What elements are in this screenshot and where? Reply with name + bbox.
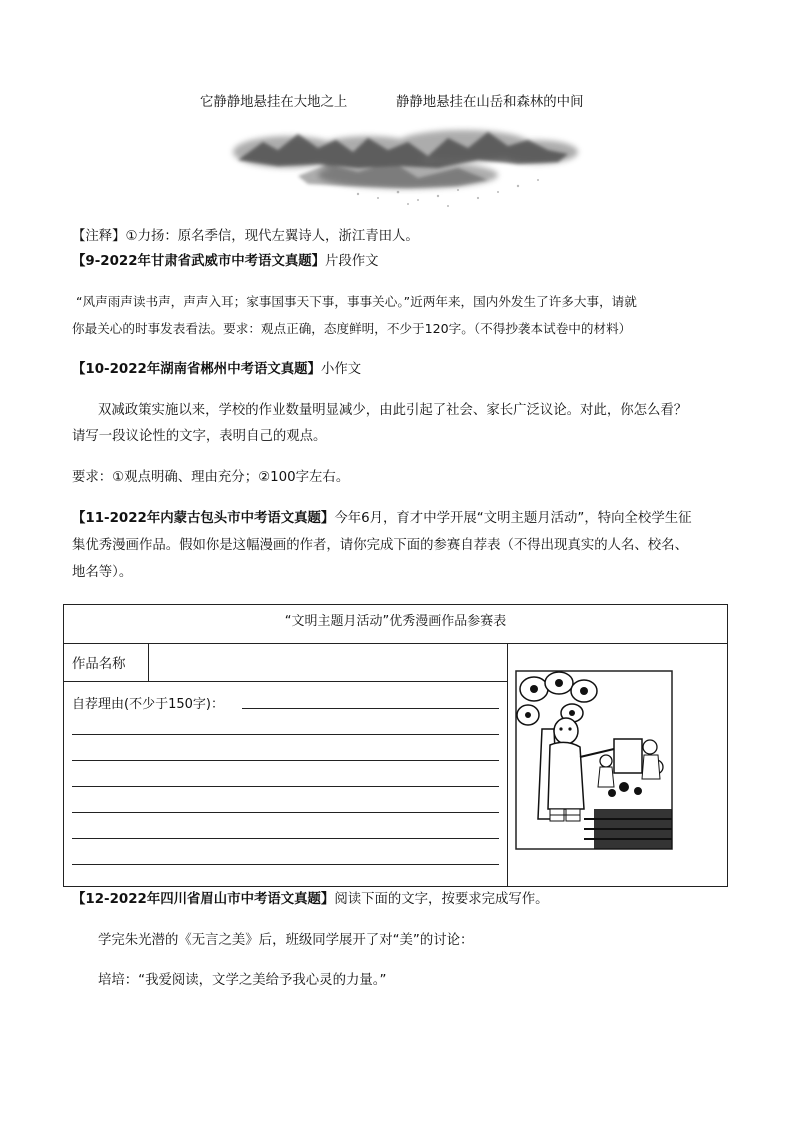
question-11-line-2: 集优秀漫画作品。假如你是这幅漫画的作者，请你完成下面的参赛自荐表（不得出现真实的人名、校名、 <box>72 538 688 553</box>
name-label-divider <box>148 643 149 681</box>
reason-line-4[interactable] <box>72 786 499 787</box>
question-12-instruction: 阅读下面的文字，按要求完成写作。 <box>334 892 549 907</box>
reason-line-7[interactable] <box>72 864 499 865</box>
question-11-text-start: 今年6月，育才中学开展“文明主题月活动”，特向全校学生征 <box>334 511 692 526</box>
question-9-header <box>72 253 379 271</box>
form-title: “文明主题月活动”优秀漫画作品参赛表 <box>64 605 727 644</box>
question-9-tag: 【9-2022年甘肃省武威市中考语文真题】 <box>72 254 326 269</box>
question-10-type: 小作文 <box>320 362 362 377</box>
work-name-label: 作品名称 <box>72 657 126 672</box>
reason-line-1[interactable] <box>242 708 499 709</box>
annotation-note: 【注释】①力扬：原名季信，现代左翼诗人，浙江青田人。 <box>72 229 419 244</box>
question-10-text-line-2: 请写一段议论性的文字，表明自己的观点。 <box>72 429 327 444</box>
reason-label: 自荐理由(不少于150字)： <box>72 697 224 712</box>
question-9-text-line-1: “风声雨声读书声，声声入耳；家事国事天下事，事事关心。”近两年来，国内外发生了许多大事，请就 <box>76 294 637 309</box>
question-12-header <box>72 891 549 909</box>
ink-landscape-image <box>218 120 588 212</box>
question-9-text-line-2: 你最关心的时事发表看法。要求：观点正确，态度鲜明，不少于120字。（不得抄袭本试卷中的材料） <box>72 321 632 336</box>
work-name-field[interactable] <box>156 647 501 677</box>
poem-line-1: 它静静地悬挂在大地之上 <box>200 95 348 110</box>
question-10-requirements: 要求：①观点明确、理由充分；②100字左右。 <box>72 470 350 485</box>
reason-line-3[interactable] <box>72 760 499 761</box>
question-11-line-1 <box>72 510 692 528</box>
question-10-header <box>72 361 361 379</box>
question-12-text-line-2: 培培：“我爱阅读，文学之美给予我心灵的力量。” <box>98 973 387 988</box>
reason-line-6[interactable] <box>72 838 499 839</box>
entry-form-table <box>63 604 728 887</box>
name-row-divider <box>64 681 507 682</box>
reason-line-2[interactable] <box>72 734 499 735</box>
question-9-type: 片段作文 <box>325 254 379 269</box>
question-10-tag: 【10-2022年湖南省郴州中考语文真题】 <box>72 362 321 377</box>
question-11-tag: 【11-2022年内蒙古包头市中考语文真题】 <box>72 511 335 526</box>
image-column-divider <box>507 643 508 886</box>
poem-line-2: 静静地悬挂在山岳和森林的中间 <box>396 95 584 110</box>
cartoon-image <box>514 669 674 851</box>
question-12-tag: 【12-2022年四川省眉山市中考语文真题】 <box>72 892 335 907</box>
question-11-line-3: 地名等）。 <box>72 565 133 580</box>
reason-line-5[interactable] <box>72 812 499 813</box>
question-12-text-line-1: 学完朱光潜的《无言之美》后，班级同学展开了对“美”的讨论： <box>98 933 474 948</box>
question-10-text-line-1: 双减政策实施以来，学校的作业数量明显减少，由此引起了社会、家长广泛议论。对此，你怎么看？ <box>98 403 688 418</box>
